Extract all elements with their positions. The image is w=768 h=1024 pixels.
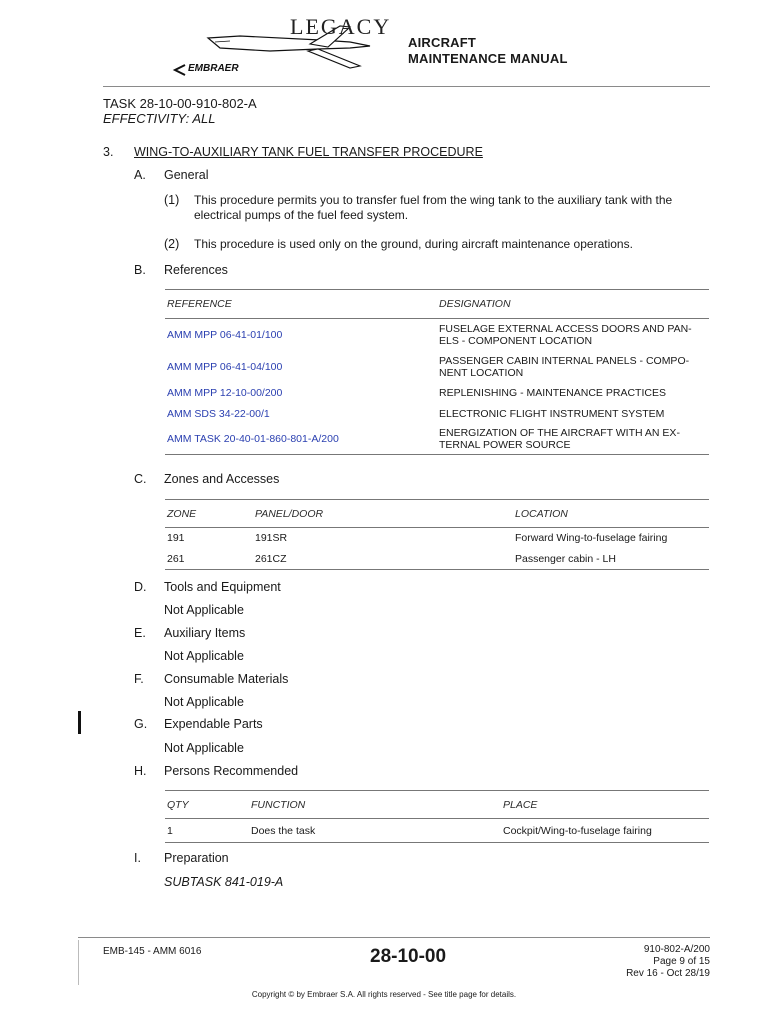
table-row	[165, 425, 709, 455]
panel-col-header: PANEL/DOOR	[255, 507, 324, 520]
tools-value: Not Applicable	[164, 603, 244, 617]
footer-side-rule	[78, 940, 79, 985]
manual-title-line1: AIRCRAFT	[408, 35, 477, 50]
general-item-2-line1: This procedure is used only on the ground, during aircraft maintenance operations.	[194, 237, 633, 251]
embraer-brand-text: EMBRAER	[188, 63, 239, 74]
section-number: 3.	[103, 145, 114, 159]
reference-link[interactable]: AMM MPP 06-41-01/100	[167, 328, 283, 341]
zones-letter: C.	[134, 472, 147, 486]
expendable-value: Not Applicable	[164, 741, 244, 755]
table-row	[165, 404, 709, 425]
section-title: WING-TO-AUXILIARY TANK FUEL TRANSFER PROCEDURE	[134, 145, 483, 159]
zone-cell: 261	[167, 552, 185, 565]
general-item-1-line2: electrical pumps of the fuel feed system.	[194, 208, 409, 222]
designation-line: PASSENGER CABIN INTERNAL PANELS - COMPO-	[439, 354, 690, 367]
designation-line: TERNAL POWER SOURCE	[439, 439, 571, 452]
place-cell: Cockpit/Wing-to-fuselage fairing	[503, 824, 652, 837]
panel-cell: 261CZ	[255, 552, 287, 565]
general-letter: A.	[134, 168, 146, 182]
zone-cell: 191	[167, 532, 185, 545]
designation-line: FUSELAGE EXTERNAL ACCESS DOORS AND PAN-	[439, 322, 692, 335]
general-heading: General	[164, 168, 209, 182]
revision-change-bar	[78, 711, 81, 734]
general-item-1-num: (1)	[164, 193, 180, 207]
persons-table	[165, 790, 709, 843]
preparation-heading: Preparation	[164, 851, 229, 865]
reference-link[interactable]: AMM TASK 20-40-01-860-801-A/200	[167, 433, 339, 446]
function-cell: Does the task	[251, 824, 316, 837]
tools-heading: Tools and Equipment	[164, 580, 281, 594]
consumable-heading: Consumable Materials	[164, 672, 289, 686]
embraer-logo-mark	[172, 63, 186, 81]
task-id: TASK 28-10-00-910-802-A	[103, 96, 257, 111]
general-item-1-line1: This procedure permits you to transfer fuel from the wing tank to the auxiliary tank with the	[194, 193, 673, 207]
document-code: EMB-145 - AMM 6016	[103, 946, 202, 957]
references-table	[165, 289, 709, 455]
chapter-number: 28-10-00	[370, 946, 447, 967]
zone-col-header: ZONE	[167, 507, 197, 520]
function-col-header: FUNCTION	[251, 798, 306, 811]
references-letter: B.	[134, 263, 146, 277]
expendable-heading: Expendable Parts	[164, 717, 263, 731]
place-col-header: PLACE	[503, 798, 538, 811]
table-row	[165, 319, 709, 351]
expendable-letter: G.	[134, 717, 148, 731]
auxiliary-letter: E.	[134, 626, 146, 640]
tools-letter: D.	[134, 580, 147, 594]
designation-line: ELECTRONIC FLIGHT INSTRUMENT SYSTEM	[439, 408, 665, 420]
auxiliary-value: Not Applicable	[164, 649, 244, 663]
ref-col-header: REFERENCE	[167, 298, 232, 310]
legacy-logo-text: LEGACY	[290, 14, 392, 39]
table-row	[165, 528, 709, 549]
preparation-letter: I.	[134, 851, 141, 865]
zones-table	[165, 499, 709, 570]
reference-link[interactable]: AMM MPP 06-41-04/100	[167, 360, 283, 373]
page-info	[626, 944, 710, 980]
location-cell: Forward Wing-to-fuselage fairing	[515, 532, 668, 545]
designation-line: REPLENISHING - MAINTENANCE PRACTICES	[439, 387, 666, 399]
manual-title-line2: MAINTENANCE MANUAL	[408, 51, 568, 66]
copyright-notice: Copyright © by Embraer S.A. All rights reserved - See title page for details.	[251, 990, 517, 999]
general-item-2-num: (2)	[164, 237, 180, 251]
header-divider	[103, 86, 710, 87]
task-reference: 910-802-A/200	[643, 944, 710, 955]
auxiliary-heading: Auxiliary Items	[164, 626, 246, 640]
designation-line: ENERGIZATION OF THE AIRCRAFT WITH AN EX-	[439, 427, 680, 440]
reference-link[interactable]: AMM SDS 34-22-00/1	[167, 408, 270, 420]
embraer-arrow-icon	[172, 64, 186, 76]
revision-date: Rev 16 - Oct 28/19	[626, 968, 710, 979]
table-row	[165, 383, 709, 404]
subtask-id: SUBTASK 841-019-A	[164, 875, 284, 889]
persons-heading: Persons Recommended	[164, 764, 299, 778]
location-col-header: LOCATION	[515, 507, 568, 520]
references-heading: References	[164, 263, 228, 277]
designation-line: NENT LOCATION	[439, 366, 524, 379]
footer-divider	[78, 937, 710, 938]
table-row	[165, 351, 709, 383]
manual-title	[408, 35, 568, 67]
effectivity: EFFECTIVITY: ALL	[103, 111, 216, 126]
persons-letter: H.	[134, 764, 147, 778]
location-cell: Passenger cabin - LH	[515, 552, 616, 565]
qty-cell: 1	[167, 824, 173, 837]
zones-heading: Zones and Accesses	[164, 472, 280, 486]
panel-cell: 191SR	[255, 532, 288, 545]
table-row	[165, 819, 709, 843]
reference-link[interactable]: AMM MPP 12-10-00/200	[167, 387, 283, 399]
task-block	[103, 96, 257, 126]
table-row	[165, 549, 709, 570]
page-number: Page 9 of 15	[653, 956, 710, 967]
consumable-letter: F.	[134, 672, 144, 686]
consumable-value: Not Applicable	[164, 695, 244, 709]
designation-line: ELS - COMPONENT LOCATION	[439, 334, 593, 347]
qty-col-header: QTY	[167, 798, 189, 811]
designation-col-header: DESIGNATION	[439, 298, 511, 310]
